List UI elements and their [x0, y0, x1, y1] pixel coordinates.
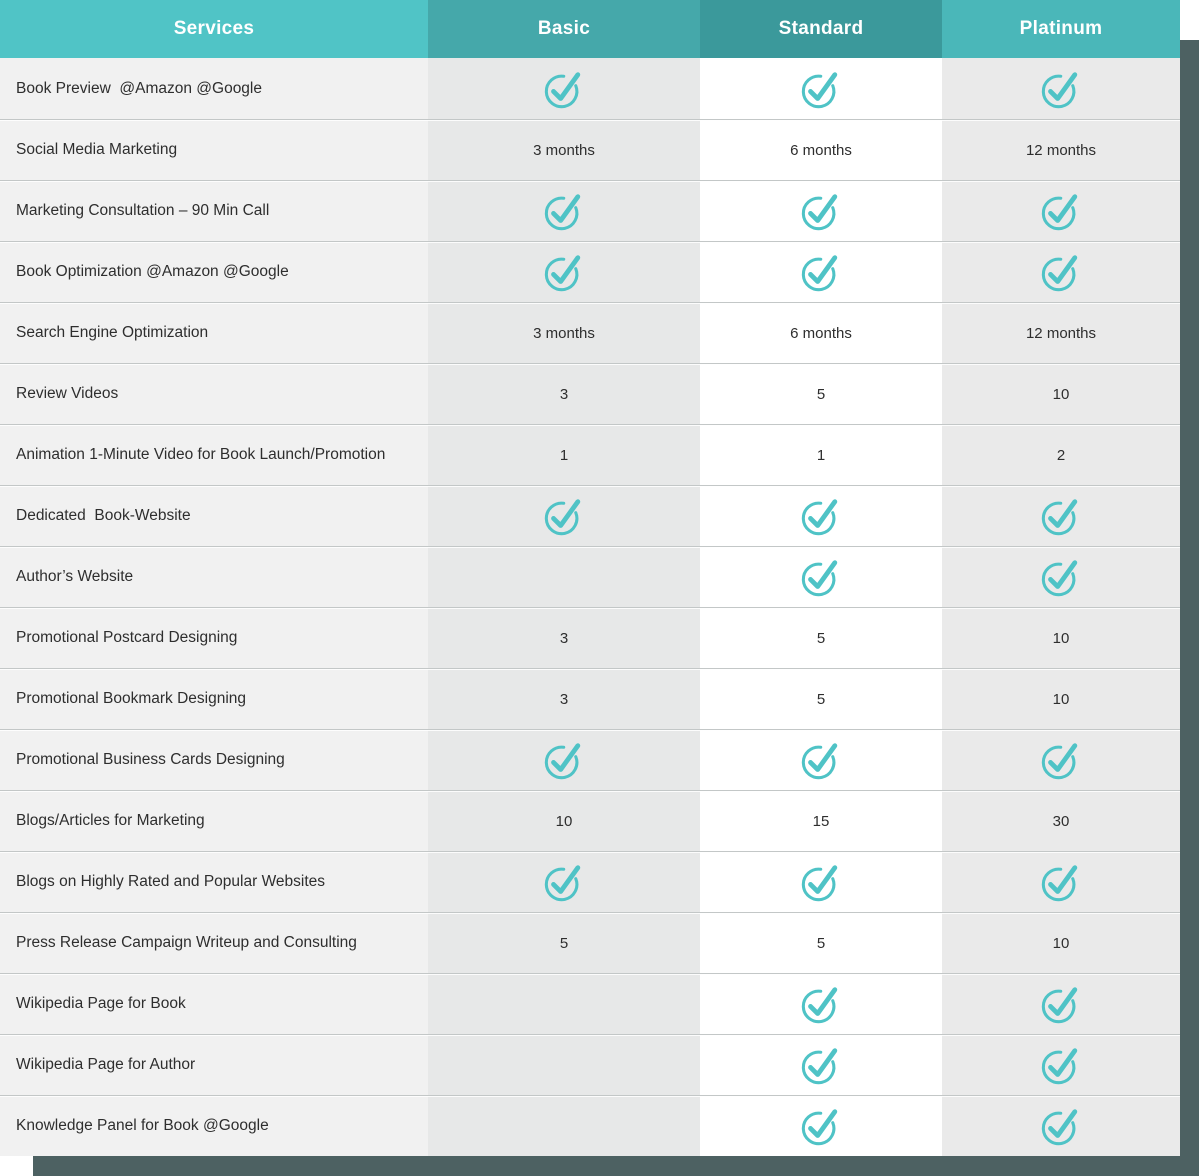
table-row	[0, 363, 1180, 424]
service-name: Book Optimization @Amazon @Google	[0, 241, 428, 302]
service-name: Wikipedia Page for Book	[0, 973, 428, 1034]
standard-value-cell	[700, 851, 942, 912]
platinum-value-cell	[942, 241, 1180, 302]
service-name: Dedicated Book-Website	[0, 485, 428, 546]
table-row	[0, 607, 1180, 668]
platinum-value-cell	[942, 485, 1180, 546]
check-icon	[1039, 1105, 1083, 1147]
service-name: Knowledge Panel for Book @Google	[0, 1095, 428, 1156]
check-icon	[1039, 68, 1083, 110]
table-row	[0, 424, 1180, 485]
check-icon	[799, 861, 843, 903]
basic-value-cell: 3 months	[428, 119, 700, 180]
platinum-value-cell	[942, 973, 1180, 1034]
basic-value-cell: 3	[428, 668, 700, 729]
basic-value-cell: 3	[428, 363, 700, 424]
standard-value-cell	[700, 241, 942, 302]
basic-value-cell	[428, 180, 700, 241]
table-row	[0, 485, 1180, 546]
standard-value-cell	[700, 1034, 942, 1095]
service-name: Promotional Postcard Designing	[0, 607, 428, 668]
platinum-value-cell: 10	[942, 363, 1180, 424]
check-icon	[799, 68, 843, 110]
service-name: Blogs/Articles for Marketing	[0, 790, 428, 851]
basic-value-cell	[428, 241, 700, 302]
check-icon	[799, 1105, 843, 1147]
basic-value-cell	[428, 1095, 700, 1156]
table-row	[0, 851, 1180, 912]
standard-value-cell: 6 months	[700, 302, 942, 363]
basic-value-cell: 10	[428, 790, 700, 851]
standard-value-cell: 5	[700, 668, 942, 729]
service-name: Marketing Consultation – 90 Min Call	[0, 180, 428, 241]
standard-value-cell: 6 months	[700, 119, 942, 180]
check-icon	[1039, 251, 1083, 293]
standard-value-cell	[700, 1095, 942, 1156]
table-row	[0, 973, 1180, 1034]
column-header-services: Services	[0, 0, 428, 58]
check-icon	[799, 739, 843, 781]
check-icon	[1039, 495, 1083, 537]
table-row	[0, 546, 1180, 607]
standard-value-cell: 1	[700, 424, 942, 485]
service-name: Book Preview @Amazon @Google	[0, 58, 428, 119]
check-icon	[1039, 983, 1083, 1025]
table-row	[0, 912, 1180, 973]
check-icon	[542, 495, 586, 537]
check-icon	[1039, 556, 1083, 598]
basic-value-cell	[428, 546, 700, 607]
standard-value-cell	[700, 729, 942, 790]
basic-value-cell: 1	[428, 424, 700, 485]
check-icon	[1039, 861, 1083, 903]
table-row	[0, 119, 1180, 180]
table-row	[0, 790, 1180, 851]
platinum-value-cell: 10	[942, 607, 1180, 668]
basic-value-cell	[428, 58, 700, 119]
platinum-value-cell: 10	[942, 912, 1180, 973]
standard-value-cell: 5	[700, 912, 942, 973]
check-icon	[799, 251, 843, 293]
basic-value-cell	[428, 973, 700, 1034]
check-icon	[799, 190, 843, 232]
platinum-value-cell	[942, 851, 1180, 912]
check-icon	[542, 190, 586, 232]
check-icon	[799, 983, 843, 1025]
platinum-value-cell	[942, 1034, 1180, 1095]
table-row	[0, 302, 1180, 363]
check-icon	[1039, 739, 1083, 781]
service-name: Animation 1-Minute Video for Book Launch/Promotion	[0, 424, 428, 485]
service-name: Review Videos	[0, 363, 428, 424]
basic-value-cell: 3 months	[428, 302, 700, 363]
check-icon	[542, 739, 586, 781]
basic-value-cell	[428, 485, 700, 546]
check-icon	[542, 251, 586, 293]
basic-value-cell	[428, 851, 700, 912]
platinum-value-cell	[942, 546, 1180, 607]
check-icon	[799, 1044, 843, 1086]
basic-value-cell: 5	[428, 912, 700, 973]
platinum-value-cell	[942, 58, 1180, 119]
platinum-value-cell: 12 months	[942, 302, 1180, 363]
service-name: Promotional Bookmark Designing	[0, 668, 428, 729]
check-icon	[1039, 190, 1083, 232]
standard-value-cell	[700, 180, 942, 241]
service-name: Social Media Marketing	[0, 119, 428, 180]
table-body	[0, 58, 1180, 1156]
table-row	[0, 1095, 1180, 1156]
platinum-value-cell	[942, 1095, 1180, 1156]
table-header-row	[0, 0, 1180, 58]
standard-value-cell	[700, 485, 942, 546]
platinum-value-cell	[942, 180, 1180, 241]
standard-value-cell: 5	[700, 607, 942, 668]
column-header-standard: Standard	[700, 0, 942, 58]
table-row	[0, 729, 1180, 790]
table-row	[0, 668, 1180, 729]
table-row	[0, 180, 1180, 241]
check-icon	[799, 556, 843, 598]
check-icon	[799, 495, 843, 537]
basic-value-cell	[428, 1034, 700, 1095]
platinum-value-cell: 2	[942, 424, 1180, 485]
check-icon	[542, 861, 586, 903]
check-icon	[542, 68, 586, 110]
table-row	[0, 241, 1180, 302]
service-name: Blogs on Highly Rated and Popular Websites	[0, 851, 428, 912]
service-name: Author’s Website	[0, 546, 428, 607]
check-icon	[1039, 1044, 1083, 1086]
column-header-platinum: Platinum	[942, 0, 1180, 58]
platinum-value-cell: 12 months	[942, 119, 1180, 180]
standard-value-cell: 5	[700, 363, 942, 424]
service-name: Wikipedia Page for Author	[0, 1034, 428, 1095]
column-header-basic: Basic	[428, 0, 700, 58]
table-row	[0, 1034, 1180, 1095]
platinum-value-cell	[942, 729, 1180, 790]
standard-value-cell	[700, 546, 942, 607]
standard-value-cell: 15	[700, 790, 942, 851]
platinum-value-cell: 30	[942, 790, 1180, 851]
service-name: Search Engine Optimization	[0, 302, 428, 363]
standard-value-cell	[700, 973, 942, 1034]
basic-value-cell	[428, 729, 700, 790]
platinum-value-cell: 10	[942, 668, 1180, 729]
service-name: Promotional Business Cards Designing	[0, 729, 428, 790]
table-row	[0, 58, 1180, 119]
standard-value-cell	[700, 58, 942, 119]
service-name: Press Release Campaign Writeup and Consulting	[0, 912, 428, 973]
basic-value-cell: 3	[428, 607, 700, 668]
